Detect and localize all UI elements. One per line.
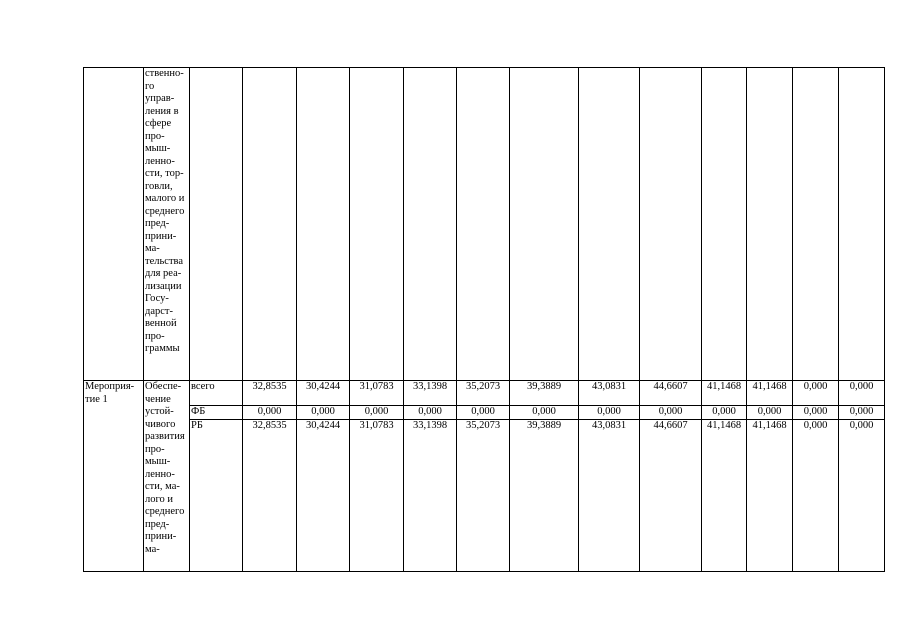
continuation-label-cell <box>84 68 144 381</box>
value-cell: 0,000 <box>510 406 579 420</box>
value-cell: 43,0831 <box>579 419 640 571</box>
measure-description: Обеспе- чение устой- чивого развития про- мыш- ленно- сти, ма- лого и среднего пред- прини- ма- <box>144 381 190 572</box>
value-cell: 0,000 <box>793 419 839 571</box>
measure-label: Мероприя- тие 1 <box>84 381 144 572</box>
value-cell: 41,1468 <box>702 381 747 406</box>
value-cell: 39,3889 <box>510 381 579 406</box>
value-cell: 44,6607 <box>640 381 702 406</box>
value-cell: 0,000 <box>747 406 793 420</box>
value-cell: 0,000 <box>350 406 404 420</box>
funding-source: ФБ <box>190 406 243 420</box>
value-cell: 0,000 <box>839 419 885 571</box>
value-cell: 0,000 <box>793 406 839 420</box>
value-cell: 0,000 <box>243 406 297 420</box>
value-cell: 0,000 <box>579 406 640 420</box>
value-cell: 0,000 <box>640 406 702 420</box>
value-cell: 44,6607 <box>640 419 702 571</box>
value-cell: 31,0783 <box>350 381 404 406</box>
value-cell: 41,1468 <box>702 419 747 571</box>
value-cell: 30,4244 <box>297 419 350 571</box>
value-cell: 0,000 <box>839 406 885 420</box>
value-cell: 33,1398 <box>404 419 457 571</box>
value-cell: 32,8535 <box>243 419 297 571</box>
budget-table <box>83 67 885 572</box>
value-cell: 33,1398 <box>404 381 457 406</box>
value-cell: 0,000 <box>404 406 457 420</box>
continuation-row <box>84 68 885 381</box>
value-cell: 41,1468 <box>747 419 793 571</box>
value-cell: 39,3889 <box>510 419 579 571</box>
value-cell: 43,0831 <box>579 381 640 406</box>
table-row <box>84 381 885 406</box>
funding-source: всего <box>190 381 243 406</box>
table-row <box>84 406 885 420</box>
value-cell: 31,0783 <box>350 419 404 571</box>
continuation-description: ственно- го управ- ления в сфере про- мыш- ленно- сти, тор- говли, малого и среднего пред- прини- ма- тельства для реа- лизации Госу- дарст- венной про- граммы <box>144 68 190 381</box>
value-cell: 35,2073 <box>457 381 510 406</box>
value-cell: 0,000 <box>702 406 747 420</box>
value-cell: 0,000 <box>457 406 510 420</box>
value-cell: 30,4244 <box>297 381 350 406</box>
value-cell: 0,000 <box>839 381 885 406</box>
value-cell: 0,000 <box>793 381 839 406</box>
value-cell: 32,8535 <box>243 381 297 406</box>
value-cell: 41,1468 <box>747 381 793 406</box>
value-cell: 35,2073 <box>457 419 510 571</box>
funding-source: РБ <box>190 419 243 571</box>
table-row <box>84 419 885 571</box>
value-cell: 0,000 <box>297 406 350 420</box>
